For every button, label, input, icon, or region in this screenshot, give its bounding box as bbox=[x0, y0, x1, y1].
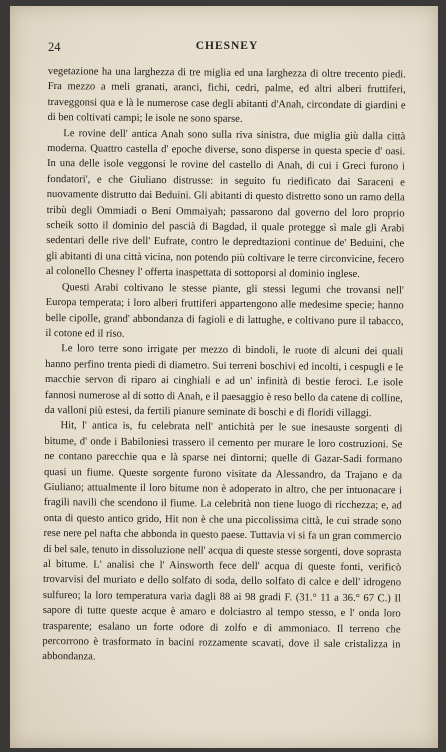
paragraph-hit: Hit, l' antica is, fu celebrata nell' antichità per le sue inesauste sorgenti di bitume, d' onde i Babiloniesi trassero il cemento per murare le loro costruzioni. Se ne contano parecchie qua e là sparse nei dintorni; quelle di Gazar-Sadi formano quasi un fiume. Queste sorgente furono visitate da Alessandro, da Trajano e da Giuliano; attualmente il loro bitume non è adoperato in altro, che per intuonacare i fragili navili che scendono il fiume. La celebrità non tiene luogo di ricchezza; e, ad onta di questo antico grido, Hit non è che una piccolissima città, le cui strade sono rese nere pel nafta che abbonda in questo paese. Tuttavia vi si fa un gran commercio di bel sale, tenuto in dissoluzione nell' acqua di queste stesse sorgenti, dove soprasta al bitume. L' analisi che l' Ainsworth fece dell' acqua di queste fonti, verificò trovarvisi del muriato e dello solfato di soda, dello solfato di calce e dell' idrogeno sulfureo; la loro temperatura varia dagli 88 ai 98 gradi F. (31.° 11 a 36.° 67 C.) Il sapore di tutte queste acque è amaro e dolciastro al tempo stesso, e l' onda loro trasparente; esalano un forte odore di zolfo e di ammoniaco. Il terreno che percorrono è trasformato in bacini rozzamente scavati, dove il sale cristalizza in abbondanza. bbox=[42, 420, 403, 663]
paragraph-cultivation: Questi Arabi coltivano le stesse piante, gli stessi legumi che trovansi nell' Europa temperata; i loro alberi fruttiferi appartengono alle medesime specie; hanno belle cipolle, grand' abbondanza di fagioli e di lattughe, e coltivano pure il tabacco, il cotone ed il riso. bbox=[45, 281, 404, 340]
book-page bbox=[10, 6, 438, 748]
paragraph-irrigation: Le loro terre sono irrigate per mezzo di bindoli, le ruote di alcuni dei quali hanno perfino trenta piedi di diametro. Sui terreni boschivi ed incolti, i cespugli e le macchie servon di riparo ai cinghiali e ad un' infinità di bestie feroci. Le isole fannosi numerose al di sotto di Anah, e il paesaggio è reso bello da catene di colline, da valloni più estesi, da fertili pianure seminate di boschi e di floridi villaggi. bbox=[44, 343, 404, 420]
paragraph-anah-ruins: Le rovine dell' antica Anah sono sulla riva sinistra, due miglia giù dalla città moderna. Quattro castella d' epoche diverse, sono disperse in questa specie d' oasi. In una delle isole veggonsi le rovine del castello di Anah, di cui i Greci furono i fondatori', e che Giuliano distrusse: in seguito fu riedificato dai Saraceni e nuovamente distrutto dai Beduini. Gli abitanti di questo distretto sono un ramo della tribù degli Ommiadi o Beni Ommaiyah; passarono dal governo del loro proprio scheik sotto il dominio del pascià di Bagdad, il quale protegge sì male gli Arabi sedentari delle rive dell' Eufrate, contro le depredtazioni continue de' Beduini, che gli abitanti di una città vicina, non potendo più coltivare le terre circonvicine, fecero al colonello Chesney l' offerta inaspettata di sottoporsi al dominio inglese. bbox=[45, 127, 406, 281]
page-number: 24 bbox=[48, 40, 61, 54]
paragraph-continued: vegetazione ha una larghezza di tre miglia ed una larghezza di oltre trecento piedi. Fra mezzo a meli granati, aranci, fichi, cedri, palme, ed altri alberi fruttiferi, traveggonsi qua e là le numerose case degli abitanti d'Anah, circondate di giardini e di ben coltivati campi; le isole ne sono sparse. bbox=[47, 65, 406, 126]
body-text bbox=[42, 64, 406, 668]
running-title: CHESNEY bbox=[195, 40, 259, 52]
running-head bbox=[48, 40, 406, 56]
